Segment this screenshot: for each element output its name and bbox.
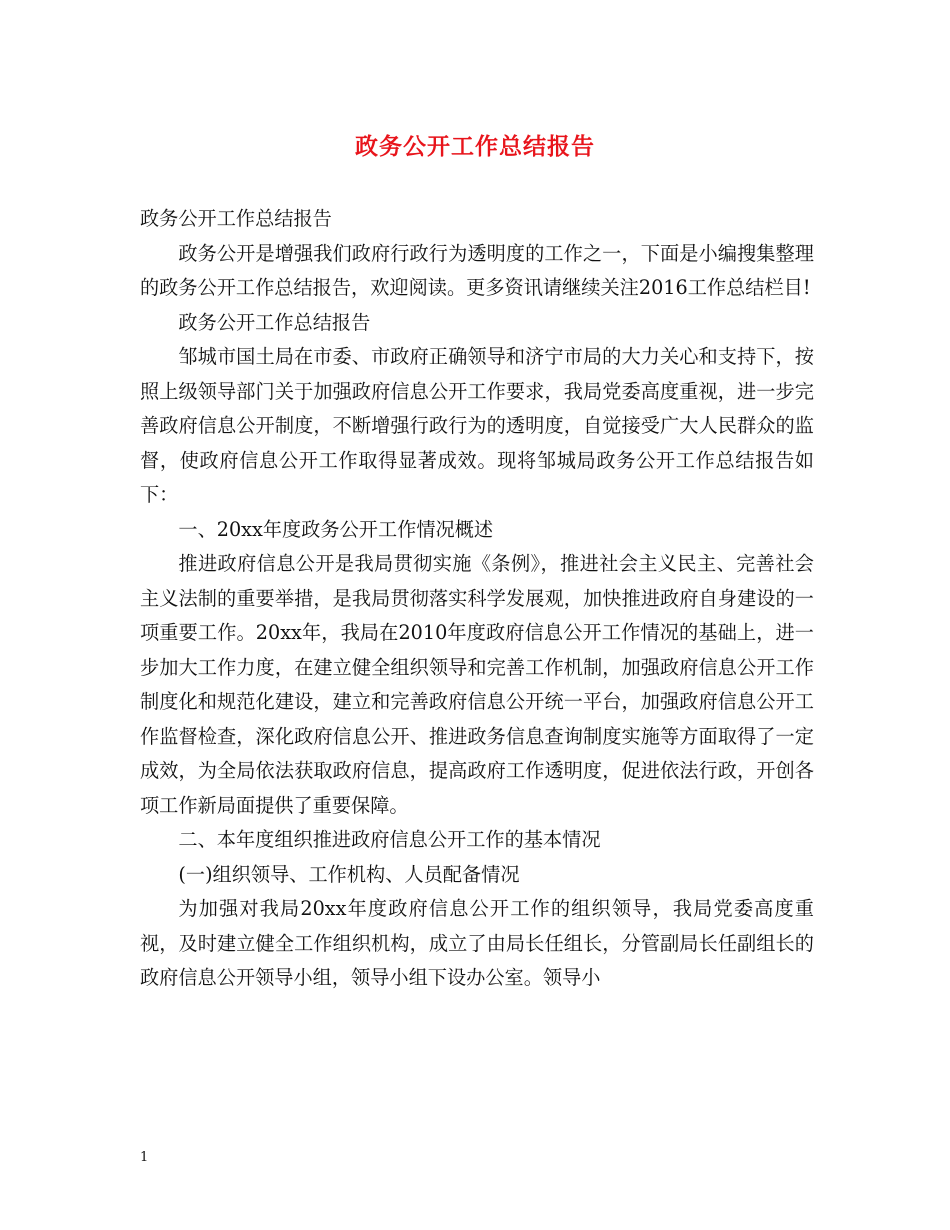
document-body	[140, 202, 814, 996]
subsection-heading-1: (一)组织领导、工作机构、人员配备情况	[178, 862, 520, 886]
paragraph-intro: 政务公开是增强我们政府行政行为透明度的工作之一，下面是小编搜集整理的政务公开工作总结报告，欢迎阅读。更多资讯请继续关注2016工作总结栏目!	[140, 241, 814, 299]
section-heading-2: 二、本年度组织推进政府信息公开工作的基本情况	[178, 828, 601, 851]
paragraph-heading: 政务公开工作总结报告	[140, 207, 332, 230]
paragraph-overview: 邹城市国土局在市委、市政府正确领导和济宁市局的大力关心和支持下，按照上级领导部门关于加强政府信息公开工作要求，我局党委高度重视，进一步完善政府信息公开制度，不断增强行政行为的透明度，自觉接受广大人民群众的监督，使政府信息公开工作取得显著成效。现将邹城局政务公开工作总结报告如下：	[140, 345, 814, 506]
section-heading-1: 一、20xx年度政务公开工作情况概述	[178, 517, 494, 541]
document-title: 政务公开工作总结报告	[355, 133, 595, 160]
paragraph-subsection-1: 为加强对我局20xx年度政府信息公开工作的组织领导，我局党委高度重视，及时建立健全工作组织机构，成立了由局长任组长，分管副局长任副组长的政府信息公开领导小组，领导小组下设办公室。领导小	[140, 897, 814, 989]
paragraph-subtitle: 政务公开工作总结报告	[178, 310, 371, 334]
paragraph-section-1: 推进政府信息公开是我局贯彻实施《条例》，推进社会主义民主、完善社会主义法制的重要举措，是我局贯彻落实科学发展观，加快推进政府自身建设的一项重要工作。20xx年，我局在2010年度政府信息公开工作情况的基础上，进一步加大工作力度，在建立健全组织领导和完善工作机制，加强政府信息公开工作制度化和规范化建设，建立和完善政府信息公开统一平台，加强政府信息公开工作监督检查，深化政府信息公开、推进政务信息查询制度实施等方面取得了一定成效，为全局依法获取政府信息，提高政府工作透明度，促进依法行政，开创各项工作新局面提供了重要保障。	[140, 552, 814, 817]
page-number: 1	[140, 1150, 149, 1165]
